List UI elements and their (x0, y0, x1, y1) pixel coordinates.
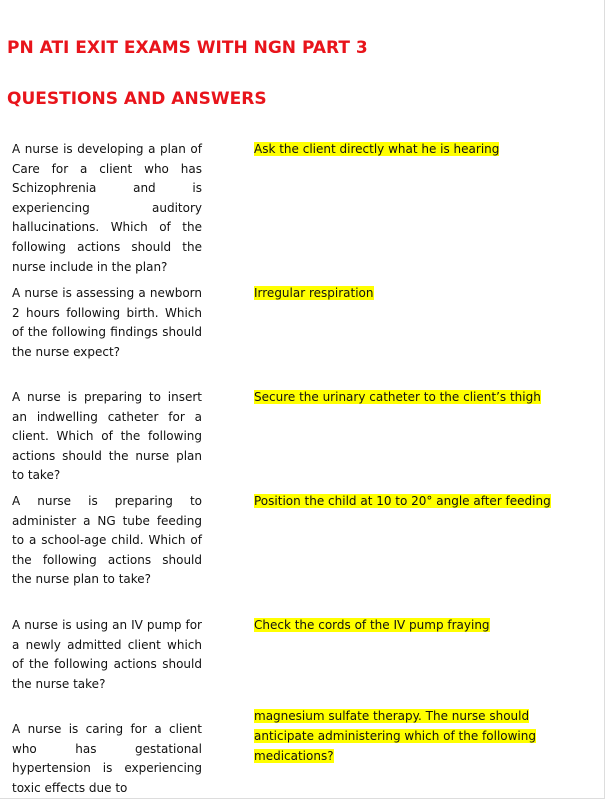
question-text: A nurse is using an IV pump for a newly admitted client which of the following actions should the nurse take? (12, 618, 202, 691)
question-text: A nurse is caring for a client who has gestational hypertension is experiencing toxic effects due to (12, 722, 202, 795)
answer-text (254, 706, 550, 766)
answer-text (254, 387, 554, 407)
question-text: A nurse is assessing a newborn 2 hours following birth. Which of the following findings should the nurse expect? (12, 286, 202, 359)
answer-highlight: Ask the client directly what he is hearing (254, 142, 500, 156)
answer-highlight: Secure the urinary catheter to the client’s thigh (254, 390, 541, 404)
answer-highlight: Position the child at 10 to 20° angle after feeding (254, 494, 551, 508)
answer-text (254, 283, 554, 303)
answer-text (254, 491, 554, 511)
answer-highlight: Check the cords of the IV pump fraying (254, 618, 490, 632)
question-text: A nurse is developing a plan of Care for a client who has Schizophrenia and is experiencing auditory hallucinations. Which of the following actions should the nurse include in the plan? (12, 142, 202, 274)
answer-text (254, 139, 554, 159)
answer-text (254, 615, 554, 635)
answer-highlight: magnesium sulfate therapy. The nurse should anticipate administering which of the following medications? (254, 709, 536, 763)
document-title: PN ATI EXIT EXAMS WITH NGN PART 3 (7, 38, 368, 58)
question-text: A nurse is preparing to administer a NG tube feeding to a school-age child. Which of the following actions should the nurse plan to take? (12, 494, 202, 587)
document-subtitle: QUESTIONS AND ANSWERS (7, 89, 267, 109)
answer-highlight: Irregular respiration (254, 286, 374, 300)
question-text: A nurse is preparing to insert an indwelling catheter for a client. Which of the following actions should the nurse plan to take? (12, 390, 202, 483)
